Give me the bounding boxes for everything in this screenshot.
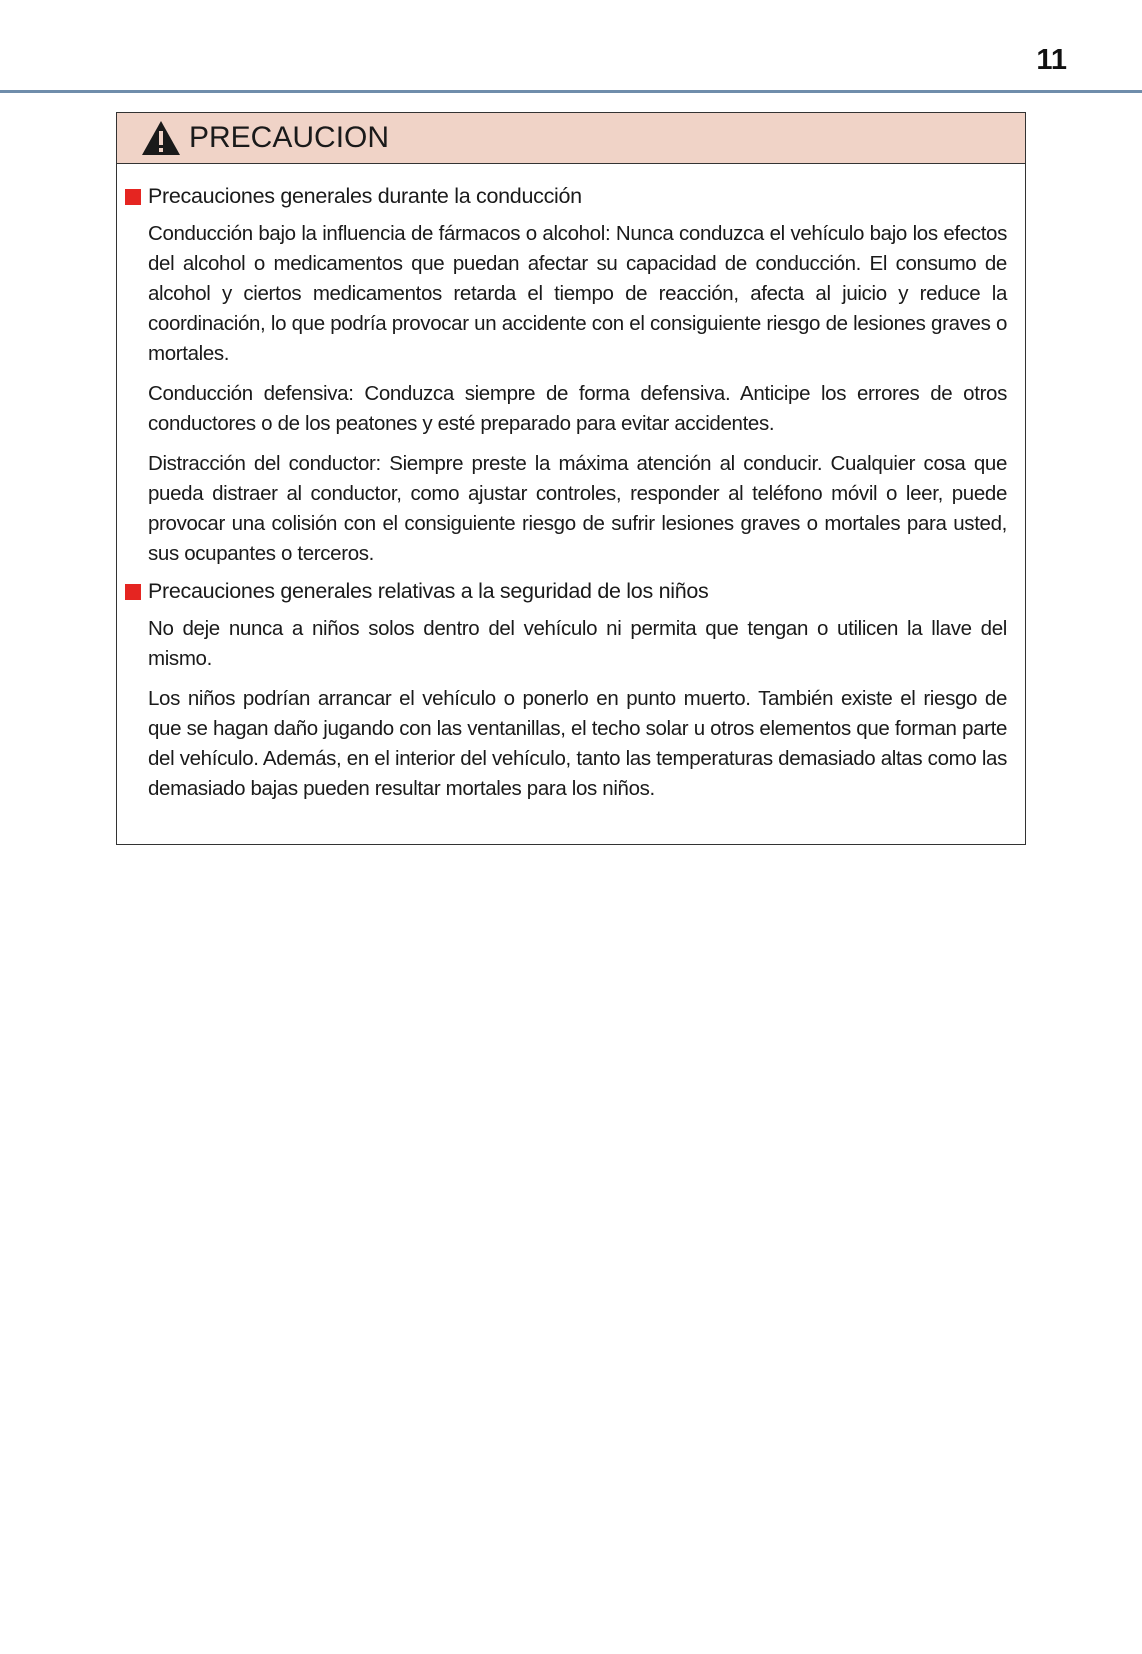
header-rule <box>0 90 1142 93</box>
paragraph: Los niños podrían arrancar el vehículo o ponerlo en punto muerto. También existe el riesgo de que se hagan daño jugando con las ventanillas, el techo solar u otros elementos que forman parte del vehículo. Además, en el interior del vehículo, tanto las temperaturas demasiado altas como las demasiado bajas pueden resultar mortales para los niños. <box>148 687 1007 800</box>
paragraph: Conducción bajo la influencia de fármacos o alcohol: Nunca conduzca el vehículo bajo los efectos del alcohol o medicamentos que puedan afectar su capacidad de conducción. El consumo de alcohol y ciertos medicamentos retarda el tiempo de reacción, afecta al juicio y reduce la coordinación, lo que podría provocar un accidente con el consiguiente riesgo de lesiones graves o mortales. <box>148 222 1007 365</box>
section-heading <box>125 184 1007 209</box>
caution-title: PRECAUCION <box>189 121 390 154</box>
red-square-bullet-icon <box>125 189 141 205</box>
section-heading-text: Precauciones generales durante la conducción <box>148 184 582 208</box>
section-heading <box>125 579 1007 604</box>
caution-box <box>116 112 1026 845</box>
paragraph: No deje nunca a niños solos dentro del vehículo ni permita que tengan o utilicen la llave del mismo. <box>148 617 1007 670</box>
red-square-bullet-icon <box>125 584 141 600</box>
paragraph: Distracción del conductor: Siempre preste la máxima atención al conducir. Cualquier cosa que pueda distraer al conductor, como ajustar controles, responder al teléfono móvil o leer, puede provocar una colisión con el consiguiente riesgo de sufrir lesiones graves o mortales para usted, sus ocupantes o terceros. <box>148 452 1007 565</box>
caution-header <box>117 113 1025 164</box>
warning-icon <box>141 120 181 156</box>
page-number: 11 <box>1036 44 1067 76</box>
section-heading-text: Precauciones generales relativas a la seguridad de los niños <box>148 579 709 603</box>
paragraph: Conducción defensiva: Conduzca siempre de forma defensiva. Anticipe los errores de otros conductores o de los peatones y esté preparado para evitar accidentes. <box>148 382 1007 435</box>
